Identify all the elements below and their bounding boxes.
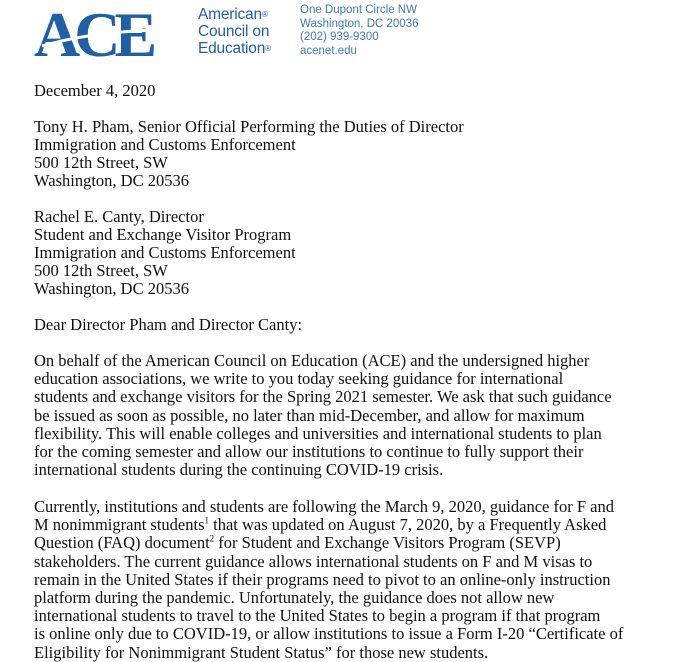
paragraph-line: stakeholders. The current guidance allows international students on F and M visas to	[34, 551, 593, 571]
paragraph-line: remain in the United States if their programs need to pivot to an online-only instruction	[34, 569, 611, 589]
recipient2-line: Student and Exchange Visitor Program	[34, 225, 292, 244]
paragraph-line: education associations, we write to you today seeking guidance for international	[34, 369, 564, 389]
paragraph-line: for the coming semester and allow our institutions to continue to fully support their	[34, 442, 584, 462]
org-address	[300, 4, 418, 58]
logo-text: ACE	[34, 6, 152, 58]
paragraph-1	[34, 352, 662, 479]
address-line: One Dupont Circle NW	[300, 4, 417, 16]
recipient1-line: Immigration and Customs Enforcement	[34, 135, 296, 154]
recipient2-line: Immigration and Customs Enforcement	[34, 243, 296, 262]
ace-logo	[34, 6, 196, 58]
org-name-line: Education®	[198, 40, 271, 57]
paragraph-line: Question (FAQ) document$^2$ for Student and Exchange Visitors Program (SEVP)	[34, 533, 561, 553]
recipient1-line: 500 12th Street, SW	[34, 153, 168, 172]
recipient1-line: Washington, DC 20536	[34, 171, 189, 190]
paragraph-2	[34, 498, 662, 662]
paragraph-line: be issued as soon as possible, no later than mid-December, and allow for maximum	[34, 405, 585, 425]
recipient2-line: Washington, DC 20536	[34, 279, 189, 298]
paragraph-line: platform during the pandemic. Unfortunately, the guidance does not allow new	[34, 588, 555, 608]
recipient2-line: 500 12th Street, SW	[34, 261, 168, 280]
org-name	[198, 6, 271, 57]
website-link[interactable]: acenet.edu	[300, 44, 357, 57]
org-name-line: Council on	[198, 23, 270, 40]
org-name-line: American®	[198, 6, 268, 23]
paragraph-line: Eligibility for Nonimmigrant Student Status” for those new students.	[34, 642, 489, 662]
recipient2-line: Rachel E. Canty, Director	[34, 207, 204, 226]
paragraph-line: M nonimmigrant students$^1$ that was updated on August 7, 2020, by a Frequently Asked	[34, 515, 607, 535]
paragraph-line: Currently, institutions and students are following the March 9, 2020, guidance for F and	[34, 497, 614, 516]
paragraph-line: students and exchange visitors for the Spring 2021 semester. We ask that such guidance	[34, 387, 612, 407]
paragraph-line: international students to travel to the United States to begin a program if that program	[34, 606, 601, 626]
address-line: (202) 939-9300	[300, 31, 379, 43]
paragraph-line: flexibility. This will enable colleges and universities and international students to plan	[34, 423, 602, 443]
footnote-ref-1: 1	[204, 515, 209, 526]
letter-date: December 4, 2020	[34, 81, 156, 100]
recipient1-line: Tony H. Pham, Senior Official Performing the Duties of Director	[34, 117, 464, 136]
letterhead	[34, 4, 654, 60]
salutation: Dear Director Pham and Director Canty:	[34, 315, 303, 334]
footnote-ref-2: 2	[209, 533, 215, 544]
address-line: Washington, DC 20036	[300, 17, 419, 30]
paragraph-line: On behalf of the American Council on Education (ACE) and the undersigned higher	[34, 351, 590, 370]
paragraph-line: is online only due to COVID-19, or allow institutions to issue a Form I-20 “Certificate of	[34, 624, 624, 644]
paragraph-line: international students during the continuing COVID-19 crisis.	[34, 460, 444, 480]
